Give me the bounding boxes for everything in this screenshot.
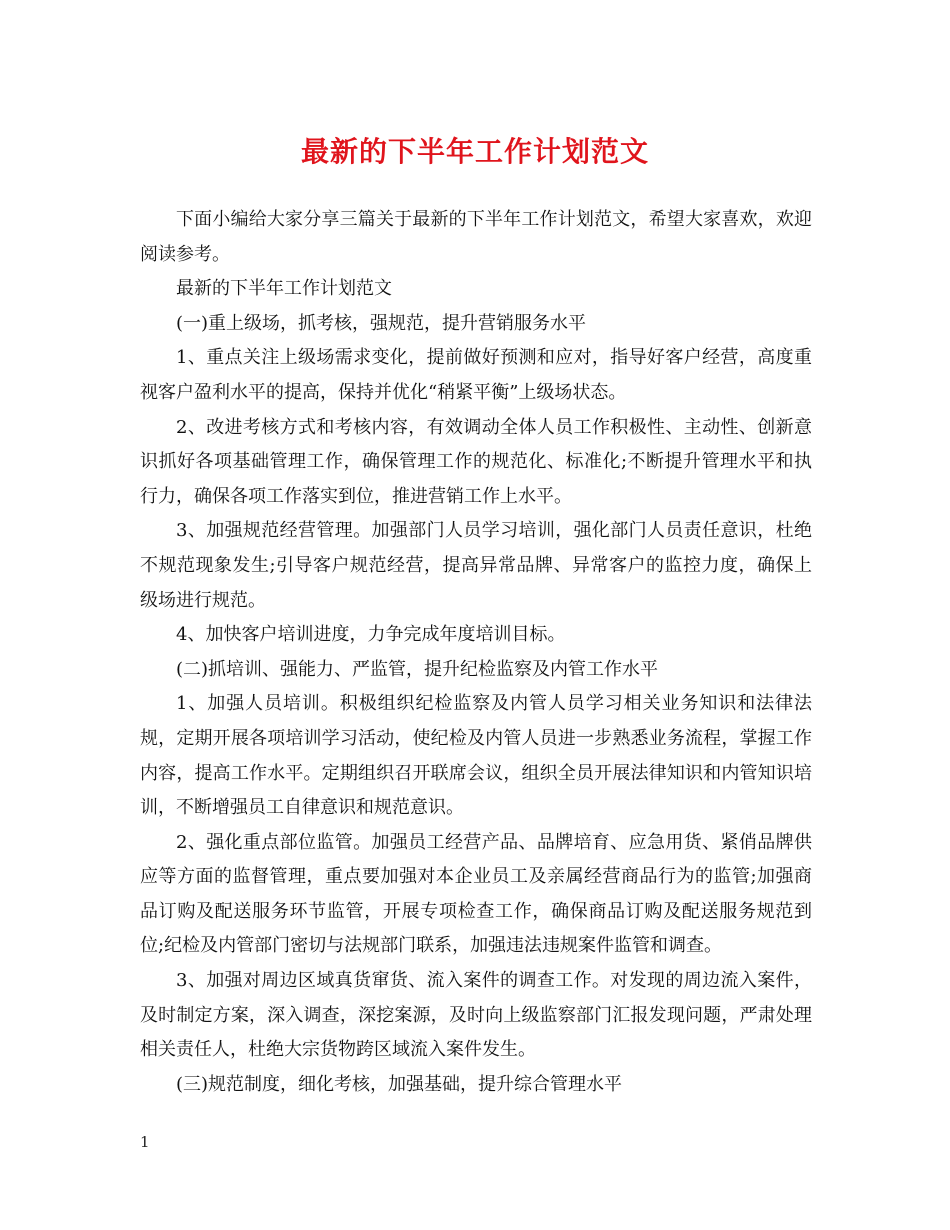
page-number: 1 [140, 1133, 150, 1151]
body-paragraph: 1、重点关注上级场需求变化，提前做好预测和应对，指导好客户经营，高度重视客户盈利水平的提高，保持并优化“稍紧平衡”上级场状态。 [140, 347, 812, 403]
section-heading-2: (二)抓培训、强能力、严监管，提升纪检监察及内管工作水平 [176, 658, 659, 680]
document-body [140, 203, 812, 1102]
section-heading-1: (一)重上级场，抓考核，强规范，提升营销服务水平 [176, 312, 587, 334]
body-paragraph: 4、加快客户培训进度，力争完成年度培训目标。 [176, 624, 566, 646]
intro-paragraph: 下面小编给大家分享三篇关于最新的下半年工作计划范文，希望大家喜欢，欢迎阅读参考。 [140, 209, 812, 265]
body-paragraph: 3、加强对周边区域真货窜货、流入案件的调查工作。对发现的周边流入案件，及时制定方案，深入调查，深挖案源，及时向上级监察部门汇报发现问题，严肃处理相关责任人，杜绝大宗货物跨区域流入案件发生。 [140, 970, 812, 1061]
section-subtitle: 最新的下半年工作计划范文 [176, 278, 392, 300]
page-title: 最新的下半年工作计划范文 [300, 135, 649, 168]
body-paragraph: 2、改进考核方式和考核内容，有效调动全体人员工作积极性、主动性、创新意识抓好各项基础管理工作，确保管理工作的规范化、标准化;不断提升管理水平和执行力，确保各项工作落实到位，推进营销工作上水平。 [140, 416, 812, 507]
body-paragraph: 2、强化重点部位监管。加强员工经营产品、品牌培育、应急用货、紧俏品牌供应等方面的监督管理，重点要加强对本企业员工及亲属经营商品行为的监管;加强商品订购及配送服务环节监管，开展专项检查工作，确保商品订购及配送服务规范到位;纪检及内管部门密切与法规部门联系，加强违法违规案件监管和调查。 [140, 831, 812, 957]
body-paragraph: 3、加强规范经营管理。加强部门人员学习培训，强化部门人员责任意识，杜绝不规范现象发生;引导客户规范经营，提高异常品牌、异常客户的监控力度，确保上级场进行规范。 [140, 520, 812, 611]
body-paragraph: 1、加强人员培训。积极组织纪检监察及内管人员学习相关业务知识和法律法规，定期开展各项培训学习活动，使纪检及内管人员进一步熟悉业务流程，掌握工作内容，提高工作水平。定期组织召开联席会议，组织全员开展法律知识和内管知识培训，不断增强员工自律意识和规范意识。 [140, 693, 812, 819]
section-heading-3: (三)规范制度，细化考核，加强基础，提升综合管理水平 [176, 1073, 623, 1095]
